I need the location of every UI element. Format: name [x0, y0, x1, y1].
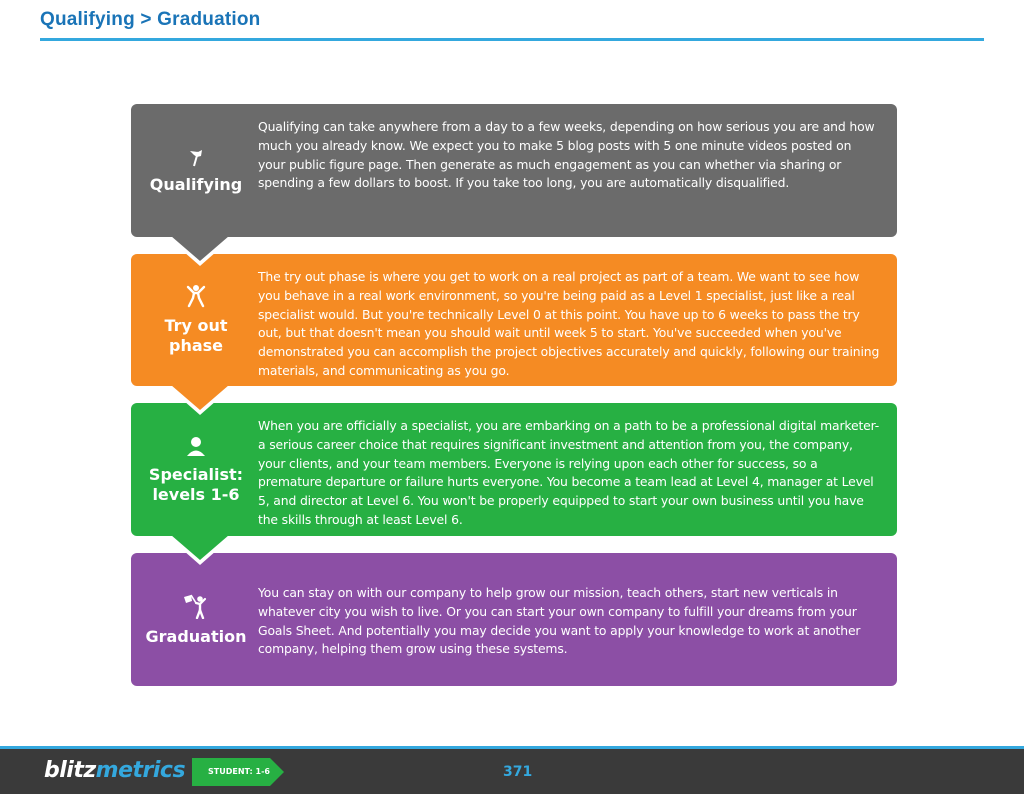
flag-icon — [186, 147, 206, 167]
trying-person-icon — [185, 284, 207, 308]
brand-part-1: blitz — [44, 758, 96, 783]
stage-qualifying — [131, 104, 897, 237]
stage-pointer — [171, 385, 229, 410]
stage-try-out — [131, 254, 897, 386]
page-title: Qualifying > Graduation — [40, 9, 261, 30]
student-level-tag: STUDENT: 1-6 — [192, 758, 270, 786]
stage-description: The try out phase is where you get to work on a real project as part of a team. We want to see how you behave in a real work environment, so you're being paid as a Level 1 specialist, just like a real specialist would. But you're technically Level 0 at this point. You have up to 6 weeks to pass the try out, but that doesn't mean you should wait until week 5 to start. You've succeeded when you've demonstrated you can accomplish the project objectives accurately and quickly, following our training materials, and communicating as you go. — [258, 269, 880, 378]
stage-description: Qualifying can take anywhere from a day to a few weeks, depending on how serious you are and how much you already know. We expect you to make 5 blog posts with 5 one minute videos posted on your public figure page. Then generate as much engagement as you can whether via sharing or spending a few dollars to boost. If you take too long, you are automatically disqualified. — [258, 119, 875, 191]
stage-description: When you are officially a specialist, you are embarking on a path to be a professional digital marketer- a serious career choice that requires significant investment and attention from you, the company, your clients, and your team members. Everyone is relying upon each other for success, so a premature departure or failure hurts everyone. You become a team lead at Level 4, manager at Level 5, and director at Level 6. You won't be properly equipped to start your own business until you have the skills through at least Level 6. — [258, 418, 880, 527]
stage-label: Specialist: levels 1-6 — [148, 464, 244, 504]
stage-description: You can stay on with our company to help grow our mission, teach others, start new verticals in whatever city you wish to live. Or you can start your own company to fulfill your dreams from your Goals Sheet. And potentially you may decide you want to apply your knowledge to work at another company, helping them grow using these systems. — [258, 585, 861, 657]
stage-side — [131, 403, 261, 536]
stage-pointer — [171, 535, 229, 560]
person-icon — [185, 435, 207, 457]
stage-side — [131, 104, 261, 237]
stage-side — [131, 254, 261, 386]
title-divider — [40, 38, 984, 41]
stage-label: Try out phase — [164, 316, 228, 355]
brand-logo — [44, 758, 185, 783]
stage-specialist — [131, 403, 897, 536]
page-number: 371 — [503, 764, 533, 780]
page-footer — [0, 746, 1024, 794]
stage-pointer — [171, 236, 229, 261]
brand-part-2: metrics — [95, 758, 186, 783]
stage-side — [131, 553, 261, 686]
stage-label: Qualifying — [149, 174, 243, 194]
stage-label: Graduation — [145, 626, 247, 646]
person-with-flag-icon — [182, 593, 210, 619]
stage-graduation — [131, 553, 897, 686]
